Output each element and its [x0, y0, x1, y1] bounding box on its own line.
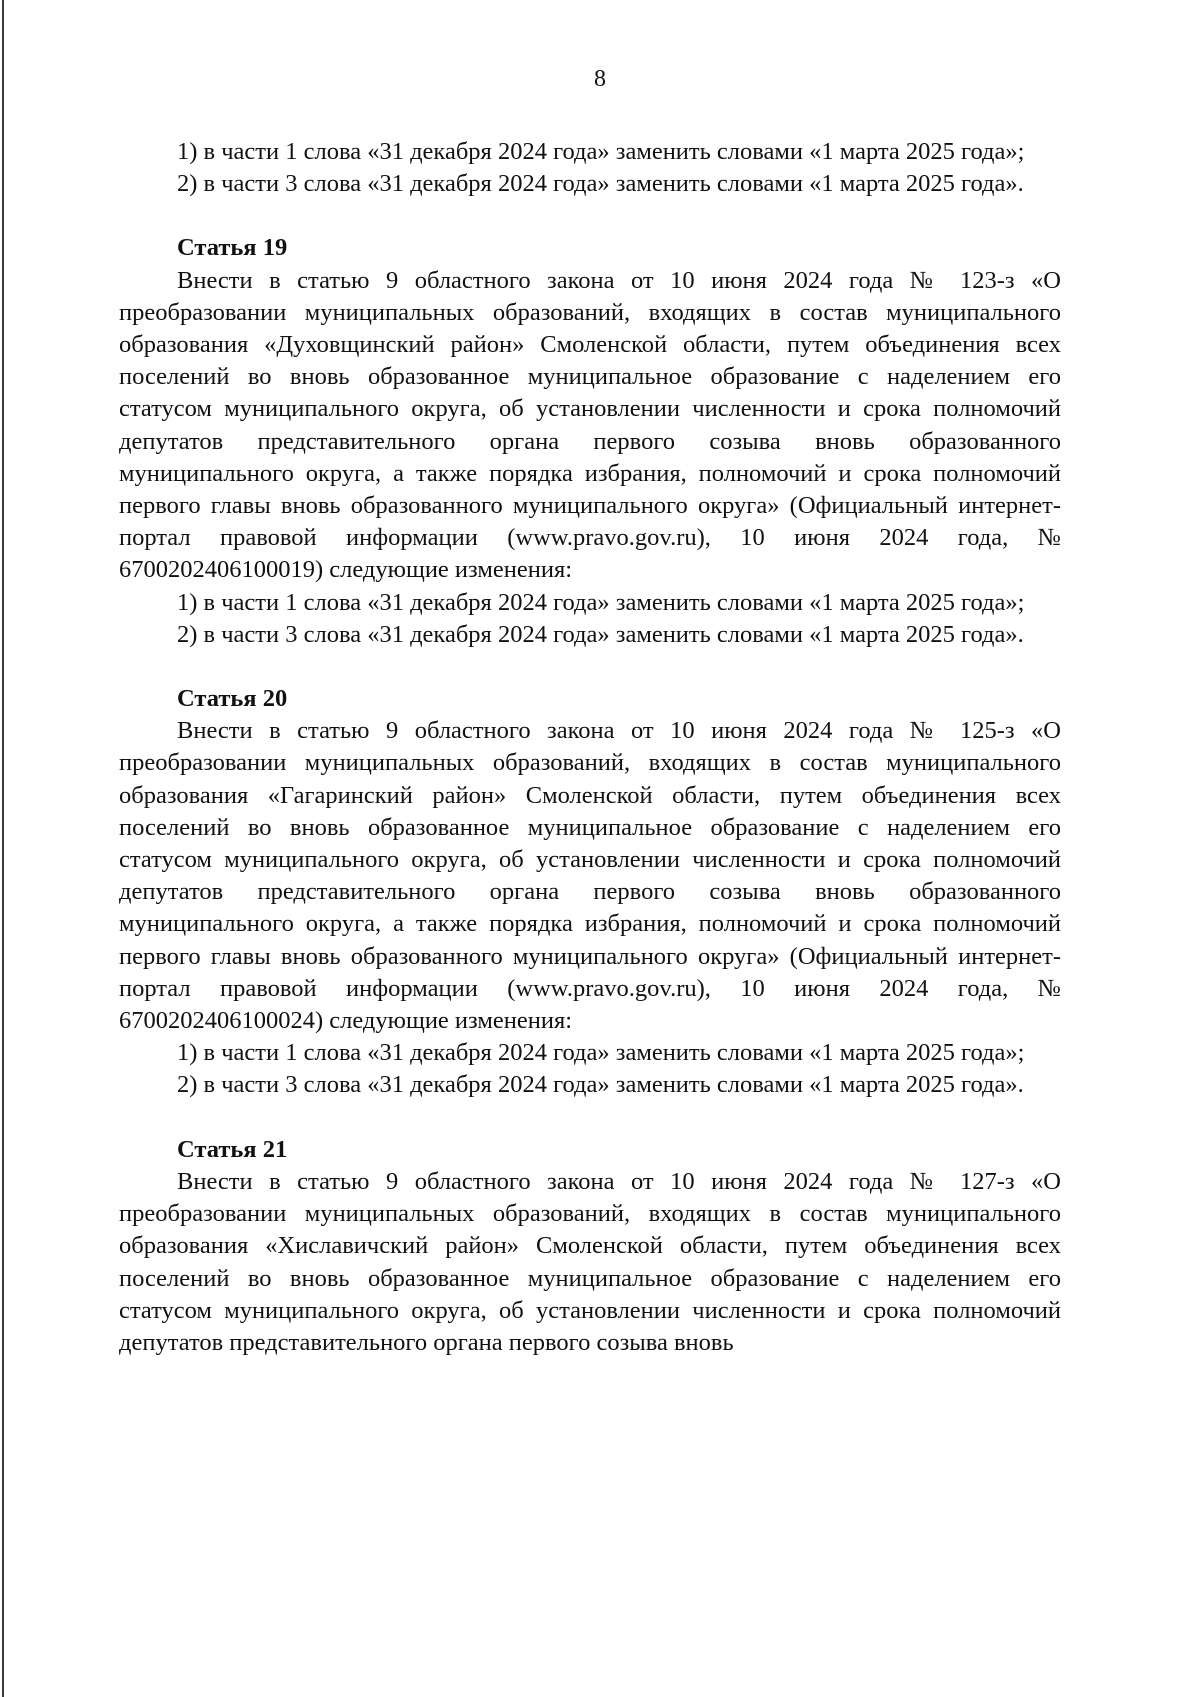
article-20-item-1: 1) в части 1 слова «31 декабря 2024 года» заменить словами «1 марта 2025 года»;: [177, 1039, 1025, 1067]
article-21-body: Внести в статью 9 областного закона от 10 июня 2024 года № 127-з «О преобразовании муниципальных образований, входящих в состав муниципального образования «Хиславичский район» Смоленской области, путем объединения всех поселений во вновь образованное муниципальное образование с наделением его статусом муниципального округа, об установлении численности и срока полномочий депутатов представительного органа первого созыва вновь: [119, 1167, 1061, 1356]
article-20-body: Внести в статью 9 областного закона от 10 июня 2024 года № 125-з «О преобразовании муниципальных образований, входящих в состав муниципального образования «Гагаринский район» Смоленской области, путем объединения всех поселений во вновь образованное муниципальное образование с наделением его статусом муниципального округа, об установлении численности и срока полномочий депутатов представительного органа первого созыва вновь образованного муниципального округа, а также порядка избрания, полномочий и срока полномочий первого главы вновь образованного муниципального округа» (Официальный интернет-портал правовой информации (www.pravo.gov.ru), 10 июня 2024 года, № 6700202406100024) следующие изменения:: [119, 717, 1061, 1035]
article-21-heading: Статья 21: [177, 1135, 288, 1163]
article-20-heading: Статья 20: [177, 685, 288, 713]
document-body: [119, 136, 1061, 1359]
intro-item-2: 2) в части 3 слова «31 декабря 2024 года» заменить словами «1 марта 2025 года».: [177, 170, 1024, 198]
article-20-item-2: 2) в части 3 слова «31 декабря 2024 года» заменить словами «1 марта 2025 года».: [177, 1071, 1024, 1099]
article-19-item-2: 2) в части 3 слова «31 декабря 2024 года» заменить словами «1 марта 2025 года».: [177, 620, 1024, 648]
article-19-body: Внести в статью 9 областного закона от 10 июня 2024 года № 123-з «О преобразовании муниципальных образований, входящих в состав муниципального образования «Духовщинский район» Смоленской области, путем объединения всех поселений во вновь образованное муниципальное образование с наделением его статусом муниципального округа, об установлении численности и срока полномочий депутатов представительного органа первого созыва вновь образованного муниципального округа, а также порядка избрания, полномочий и срока полномочий первого главы вновь образованного муниципального округа» (Официальный интернет-портал правовой информации (www.pravo.gov.ru), 10 июня 2024 года, № 6700202406100019) следующие изменения:: [119, 266, 1061, 584]
article-19-heading: Статья 19: [177, 234, 288, 262]
intro-item-1: 1) в части 1 слова «31 декабря 2024 года» заменить словами «1 марта 2025 года»;: [177, 138, 1025, 165]
page-number: 8: [594, 66, 606, 92]
article-19-item-1: 1) в части 1 слова «31 декабря 2024 года» заменить словами «1 марта 2025 года»;: [177, 588, 1025, 616]
scan-edge-line: [2, 0, 4, 1697]
